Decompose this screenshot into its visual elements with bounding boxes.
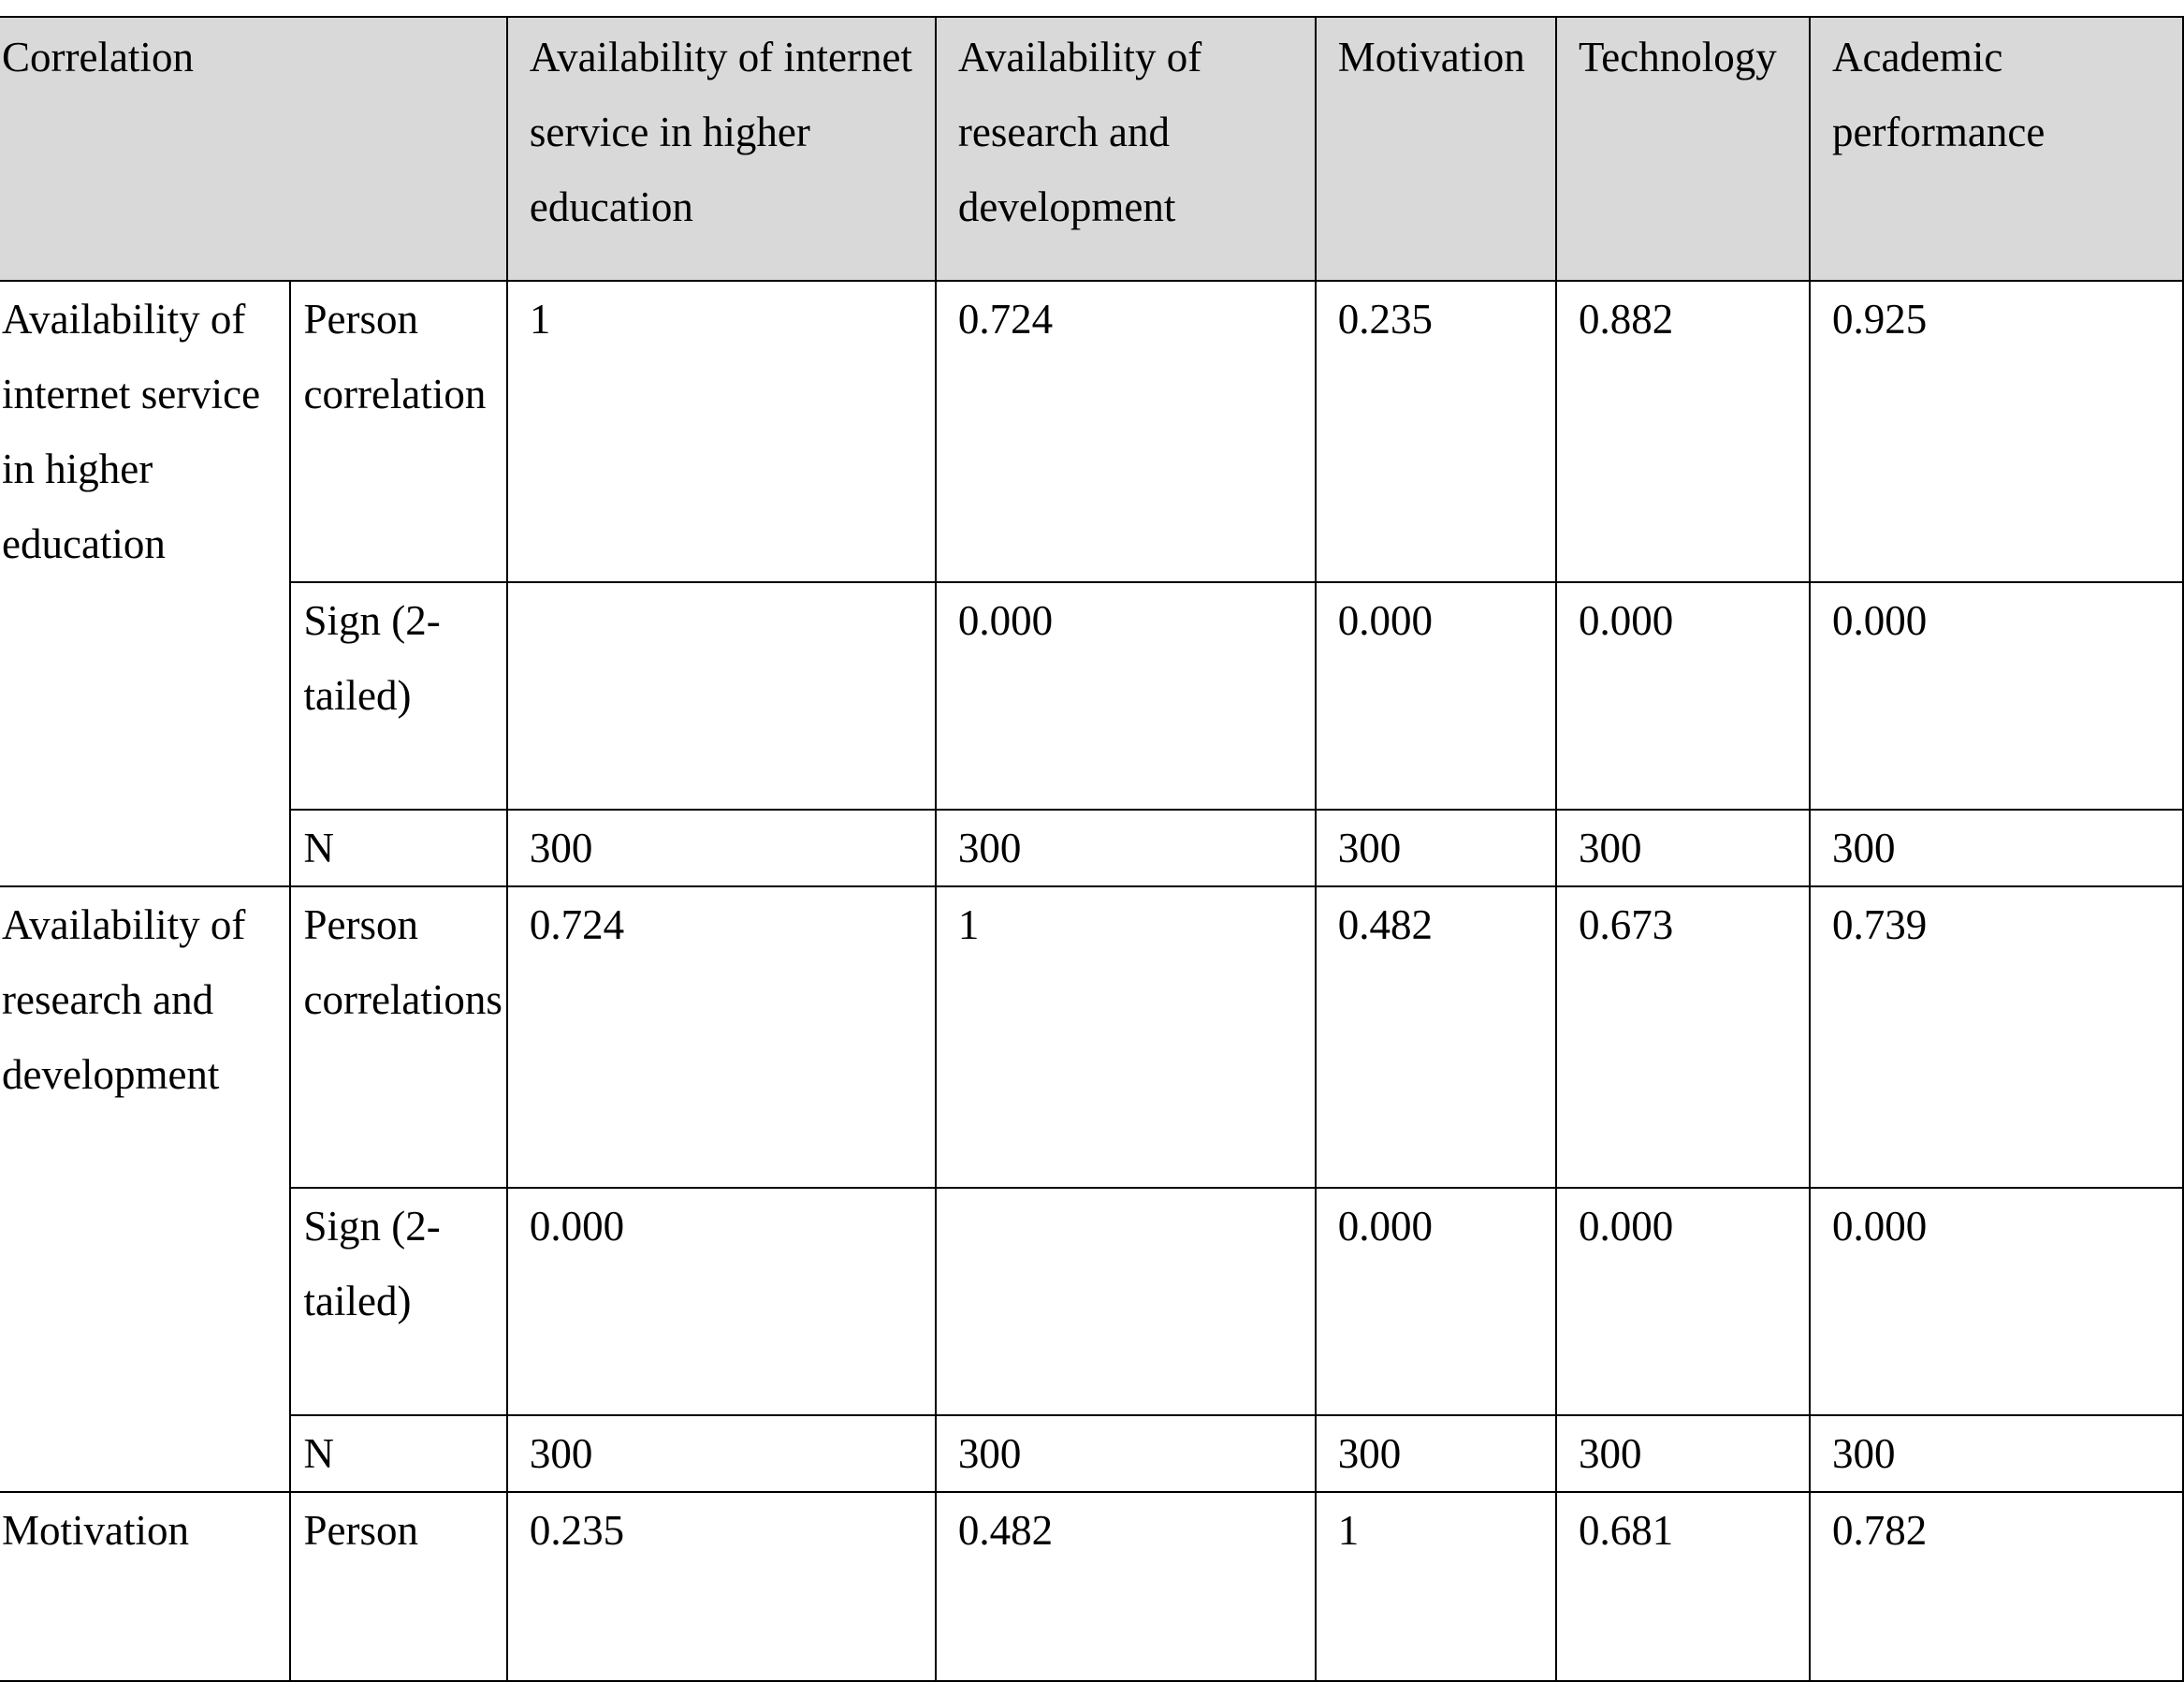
table-row <box>0 1415 2183 1492</box>
table-cell: 0.925 <box>1810 281 2183 582</box>
table-cell <box>936 1188 1316 1415</box>
table-cell: 300 <box>507 1415 936 1492</box>
row-variable-label: Motivation <box>0 1492 290 1681</box>
table-cell: 300 <box>1316 810 1556 886</box>
statistic-label: Sign (2-tailed) <box>290 582 507 810</box>
table-cell: 0.235 <box>507 1492 936 1681</box>
correlation-table-container <box>0 16 2184 1682</box>
table-cell: 300 <box>1316 1415 1556 1492</box>
table-cell: 300 <box>1556 810 1810 886</box>
table-cell: 0.681 <box>1556 1492 1810 1681</box>
table-cell: 0.000 <box>1316 1188 1556 1415</box>
table-cell: 300 <box>936 1415 1316 1492</box>
table-cell: 0.724 <box>507 886 936 1188</box>
header-row <box>0 17 2183 281</box>
table-cell: 0.724 <box>936 281 1316 582</box>
statistic-label: Person correlations <box>290 886 507 1188</box>
column-header: Availability of internet service in higher education <box>507 17 936 281</box>
table-cell: 300 <box>936 810 1316 886</box>
table-cell: 300 <box>1810 1415 2183 1492</box>
row-variable-label: Availability of research and development <box>0 886 290 1492</box>
table-cell: 300 <box>507 810 936 886</box>
table-row <box>0 281 2183 582</box>
statistic-label: Person correlation <box>290 281 507 582</box>
table-cell: 0.739 <box>1810 886 2183 1188</box>
table-cell: 1 <box>1316 1492 1556 1681</box>
statistic-label: N <box>290 1415 507 1492</box>
column-header: Technology <box>1556 17 1810 281</box>
table-cell: 0.000 <box>1556 582 1810 810</box>
table-row <box>0 1492 2183 1681</box>
table-cell: 0.000 <box>1556 1188 1810 1415</box>
table-cell <box>507 582 936 810</box>
table-row <box>0 886 2183 1188</box>
table-cell: 0.782 <box>1810 1492 2183 1681</box>
corner-header: Correlation <box>0 17 507 281</box>
table-cell: 0.673 <box>1556 886 1810 1188</box>
column-header: Availability of research and development <box>936 17 1316 281</box>
table-row <box>0 810 2183 886</box>
table-cell: 1 <box>936 886 1316 1188</box>
table-cell: 0.000 <box>1316 582 1556 810</box>
statistic-label: Person <box>290 1492 507 1681</box>
column-header: Motivation <box>1316 17 1556 281</box>
statistic-label: Sign (2-tailed) <box>290 1188 507 1415</box>
table-cell: 0.482 <box>936 1492 1316 1681</box>
table-cell: 1 <box>507 281 936 582</box>
table-cell: 0.000 <box>936 582 1316 810</box>
table-cell: 300 <box>1810 810 2183 886</box>
table-cell: 0.235 <box>1316 281 1556 582</box>
correlation-table <box>0 16 2184 1682</box>
table-cell: 0.000 <box>1810 582 2183 810</box>
table-cell: 0.000 <box>1810 1188 2183 1415</box>
table-cell: 0.882 <box>1556 281 1810 582</box>
column-header: Academic performance <box>1810 17 2183 281</box>
table-row <box>0 582 2183 810</box>
table-cell: 0.000 <box>507 1188 936 1415</box>
table-cell: 300 <box>1556 1415 1810 1492</box>
statistic-label: N <box>290 810 507 886</box>
table-row <box>0 1188 2183 1415</box>
table-cell: 0.482 <box>1316 886 1556 1188</box>
row-variable-label: Availability of internet service in higher education <box>0 281 290 886</box>
